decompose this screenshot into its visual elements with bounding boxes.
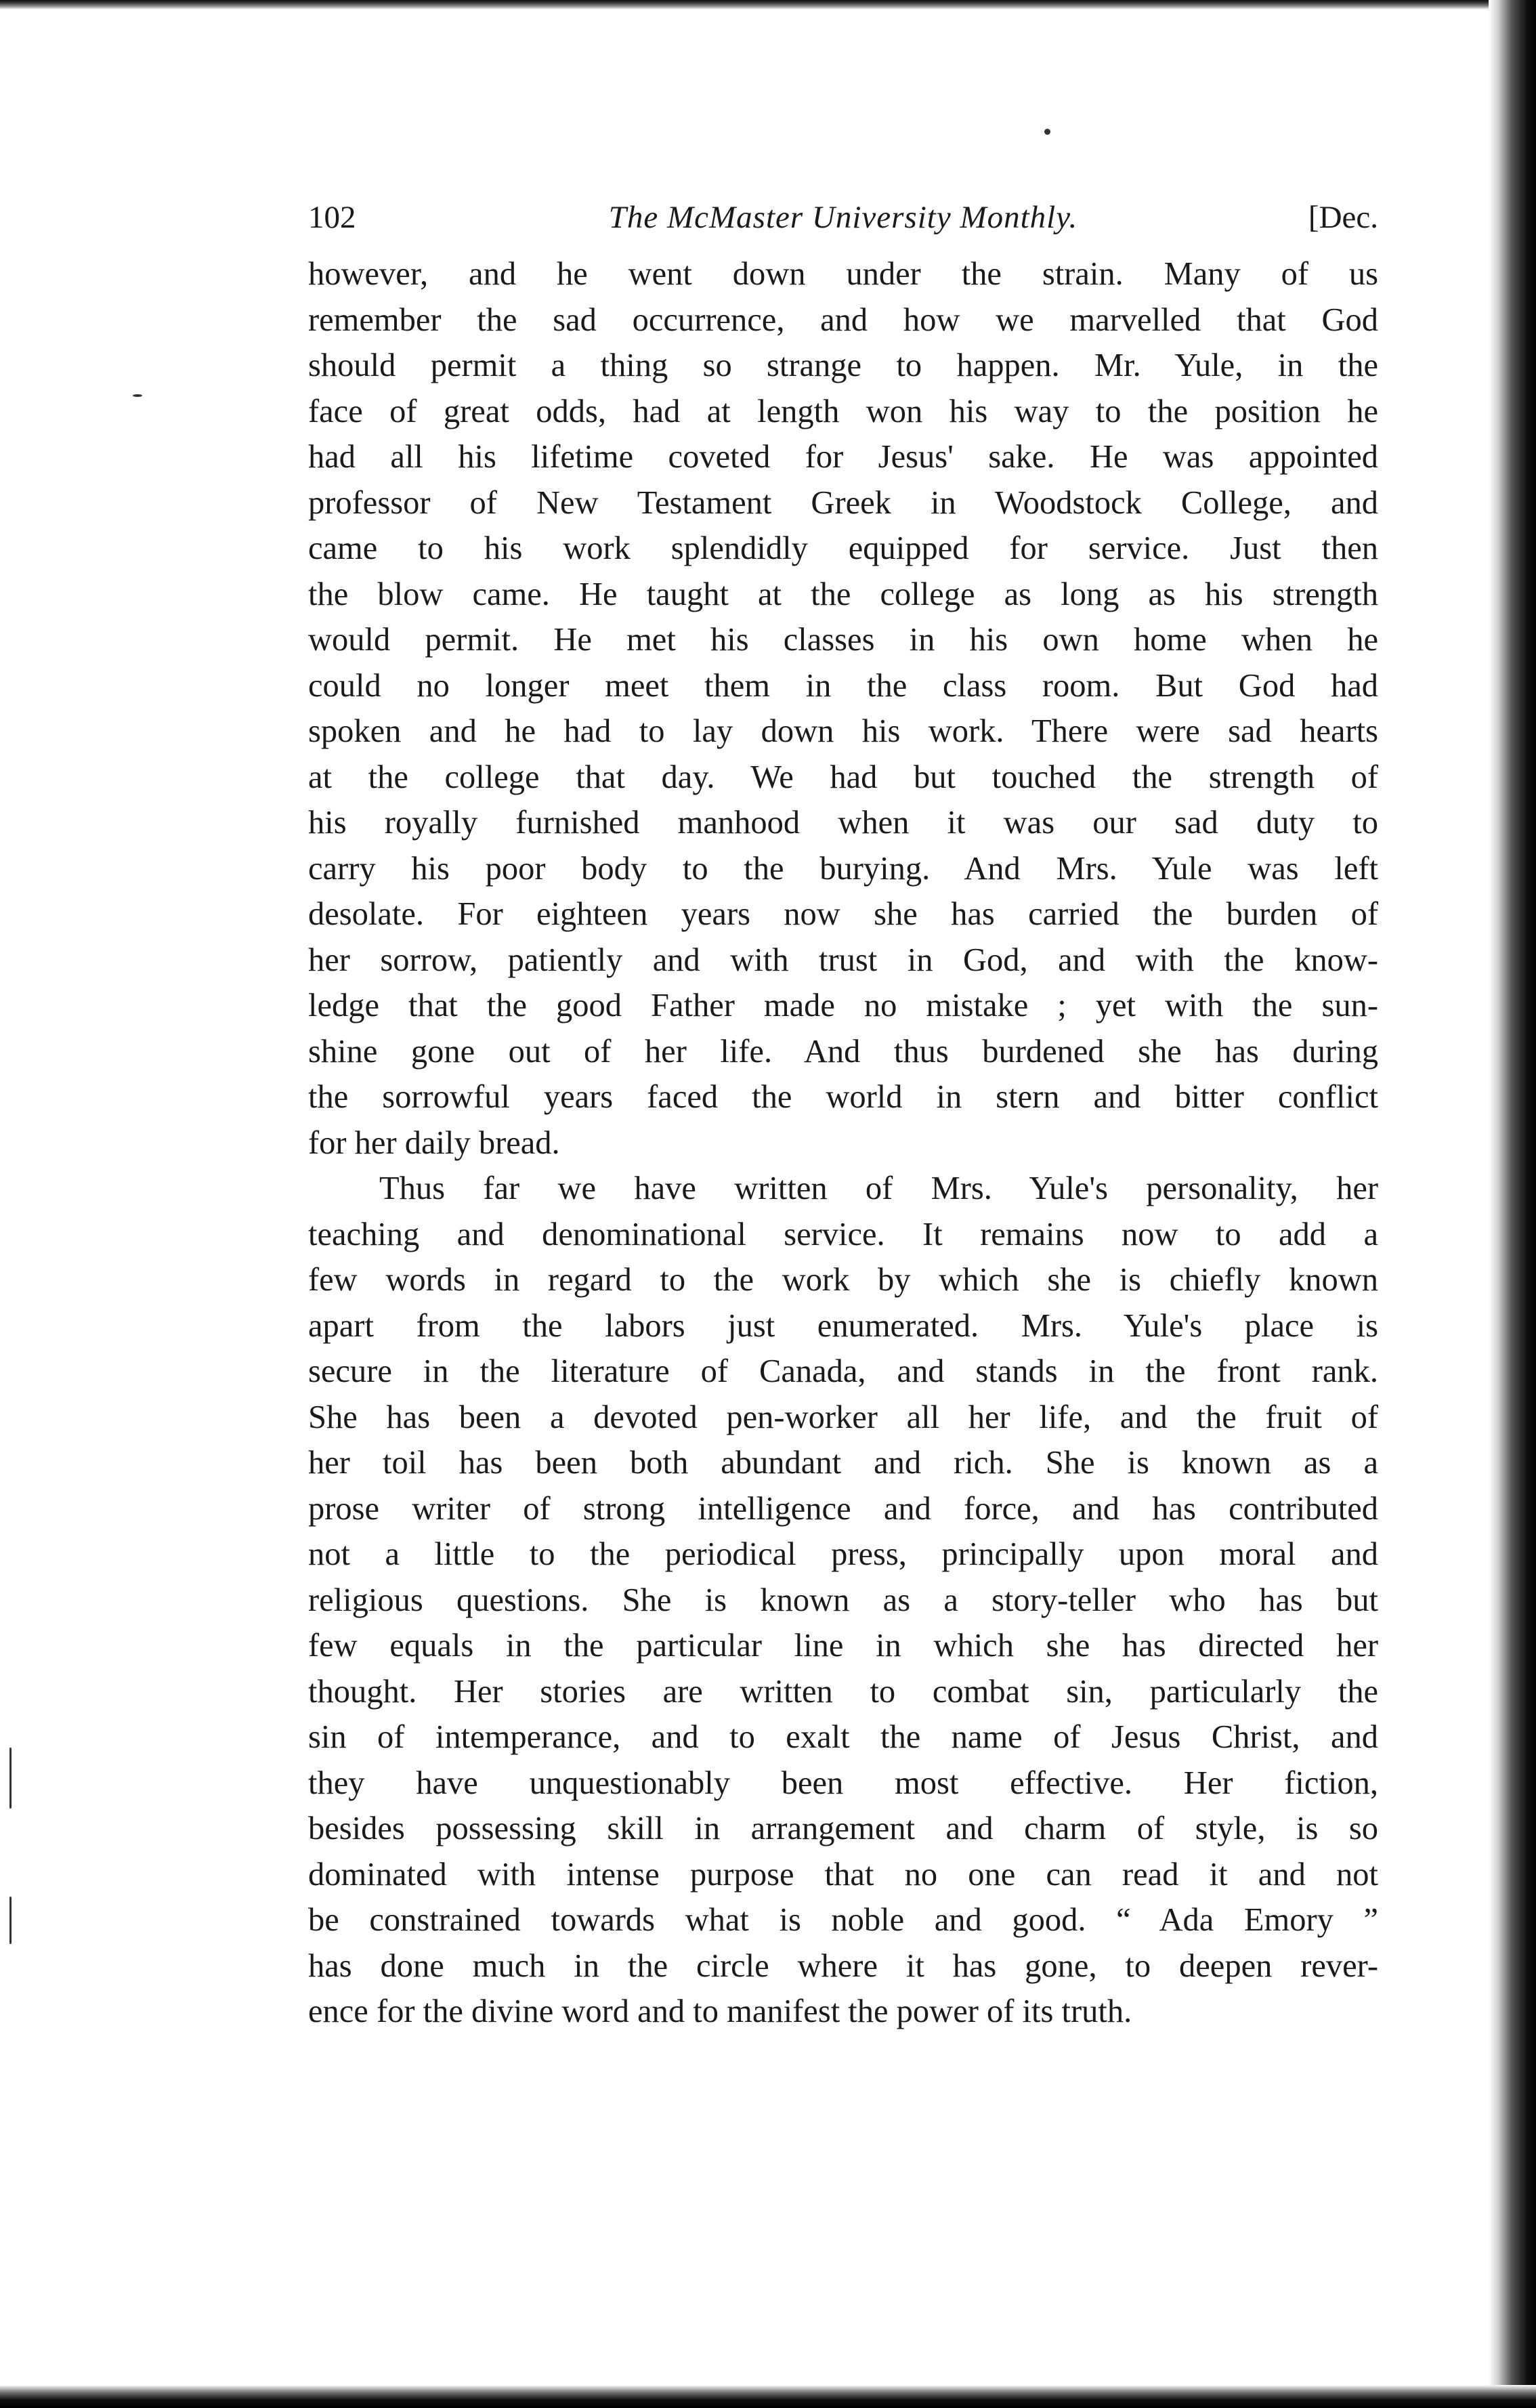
- text-line: She has been a devoted pen-worker all her life, and the fruit of: [308, 1399, 1378, 1435]
- paragraph-1: [308, 251, 1378, 1166]
- text-line: apart from the labors just enumerated. Mrs. Yule's place is: [308, 1307, 1378, 1344]
- text-line: her toil has been both abundant and rich. She is known as a: [308, 1445, 1378, 1481]
- scan-speck: [9, 1748, 12, 1809]
- page-number: 102: [308, 200, 356, 235]
- text-line: came to his work splendidly equipped for service. Just then: [308, 530, 1378, 566]
- text-line: at the college that day. We had but touched the strength of: [308, 759, 1378, 795]
- text-line: however, and he went down under the strain. Many of us: [308, 256, 1378, 292]
- text-line: desolate. For eighteen years now she has carried the burden of: [308, 896, 1378, 932]
- text-line: few words in regard to the work by which she is chiefly known: [308, 1262, 1378, 1298]
- scan-edge-bottom: [0, 2385, 1536, 2408]
- text-line: remember the sad occurrence, and how we marvelled that God: [308, 301, 1378, 338]
- text-line: spoken and he had to lay down his work. There were sad hearts: [308, 713, 1378, 749]
- scan-edge-top: [0, 0, 1536, 9]
- text-line: for her daily bread.: [308, 1124, 560, 1161]
- text-line: they have unquestionably been most effective. Her fiction,: [308, 1765, 1378, 1801]
- text-line: would permit. He met his classes in his own home when he: [308, 622, 1378, 658]
- paragraph-2: [308, 1166, 1378, 2035]
- text-line: religious questions. She is known as a story-teller who has but: [308, 1582, 1378, 1618]
- text-line: should permit a thing so strange to happen. Mr. Yule, in the: [308, 347, 1378, 383]
- scan-speck: [9, 1897, 12, 1944]
- text-line: had all his lifetime coveted for Jesus' sake. He was appointed: [308, 439, 1378, 475]
- text-line: his royally furnished manhood when it was our sad duty to: [308, 805, 1378, 841]
- text-line: the sorrowful years faced the world in stern and bitter conflict: [308, 1079, 1378, 1115]
- text-line: secure in the literature of Canada, and stands in the front rank.: [308, 1353, 1378, 1389]
- text-line: could no longer meet them in the class room. But God had: [308, 667, 1378, 704]
- text-line: besides possessing skill in arrangement and charm of style, is so: [308, 1811, 1378, 1846]
- text-line: carry his poor body to the burying. And Mrs. Yule was left: [308, 850, 1378, 887]
- scan-speck: [133, 394, 142, 397]
- scan-edge-right: [1489, 0, 1536, 2408]
- text-line: shine gone out of her life. And thus burdened she has during: [308, 1033, 1378, 1070]
- book-page: [308, 193, 1378, 2035]
- text-line: few equals in the particular line in which she has directed her: [308, 1628, 1378, 1664]
- text-line: the blow came. He taught at the college as long as his strength: [308, 576, 1378, 612]
- text-line: be constrained towards what is noble and good. “ Ada Emory ”: [308, 1902, 1378, 1938]
- issue-month: [Dec.: [1308, 200, 1378, 235]
- text-line: face of great odds, had at length won his way to the position he: [308, 393, 1378, 429]
- text-line: Thus far we have written of Mrs. Yule's personality, her: [379, 1170, 1378, 1206]
- text-line: has done much in the circle where it has gone, to deepen rever-: [308, 1947, 1378, 1984]
- text-line: professor of New Testament Greek in Woodstock College, and: [308, 484, 1378, 521]
- text-line: teaching and denominational service. It remains now to add a: [308, 1216, 1378, 1252]
- text-line: dominated with intense purpose that no one can read it and not: [308, 1856, 1378, 1893]
- text-line: not a little to the periodical press, principally upon moral and: [308, 1536, 1378, 1572]
- text-line: prose writer of strong intelligence and force, and has contributed: [308, 1490, 1378, 1527]
- journal-title: The McMaster University Monthly.: [608, 200, 1078, 235]
- running-header: [308, 193, 1378, 242]
- article-body: [308, 251, 1378, 2035]
- text-line: her sorrow, patiently and with trust in God, and with the know-: [308, 942, 1378, 978]
- scan-speck: [1044, 129, 1050, 135]
- text-line: thought. Her stories are written to combat sin, particularly the: [308, 1673, 1378, 1710]
- text-line: ledge that the good Father made no mistake ; yet with the sun-: [308, 988, 1378, 1023]
- text-line: ence for the divine word and to manifest the power of its truth.: [308, 1993, 1132, 2029]
- text-line: sin of intemperance, and to exalt the name of Jesus Christ, and: [308, 1719, 1378, 1755]
